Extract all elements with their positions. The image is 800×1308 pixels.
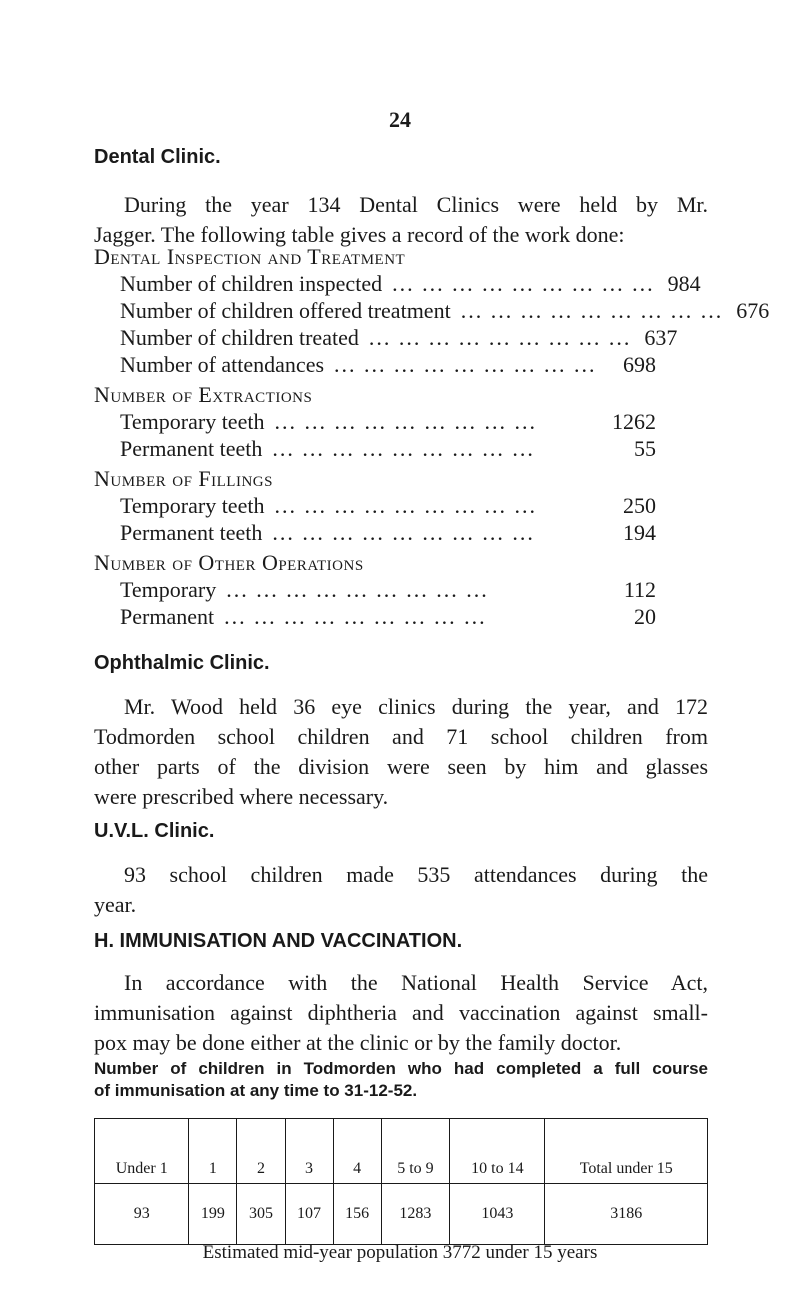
immunisation-table-caption [94, 1000, 708, 1100]
table-cell: 305 [237, 1184, 285, 1245]
row-value: 250 [623, 493, 656, 518]
row-value: 637 [644, 325, 678, 350]
table-row [95, 1184, 708, 1245]
ophthalmic-line-1: Mr. Wood held 36 eye clinics during the year, and 172 [124, 694, 708, 719]
table-cell: 1283 [381, 1184, 450, 1245]
row-value: 55 [634, 436, 656, 461]
row-label: Permanent [120, 604, 215, 629]
row-leader-dots: ... ... ... ... ... ... ... ... ... [272, 436, 535, 461]
table-row [120, 492, 656, 520]
column-header: 5 to 9 [381, 1119, 450, 1184]
row-leader-dots: ... ... ... ... ... ... ... ... ... [272, 520, 535, 545]
table-cell: 93 [95, 1184, 189, 1245]
dental-clinic-heading: Dental Clinic. [94, 146, 221, 168]
immunisation-line-3: pox may be done either at the clinic or by the family doctor. [94, 1030, 622, 1055]
dental-intro-line-1: During the year 134 Dental Clinics were held by Mr. [124, 192, 708, 217]
caption-line-2: of immunisation at any time to 31-12-52. [94, 1081, 418, 1100]
row-label: Temporary teeth [120, 409, 265, 434]
section-title-inspection: Dental Inspection and Treatment [94, 244, 406, 269]
row-leader-dots: ... ... ... ... ... ... ... ... ... [334, 352, 597, 377]
row-value: 676 [736, 298, 770, 323]
column-header: 3 [285, 1119, 333, 1184]
table-cell: 156 [333, 1184, 381, 1245]
table-header-row [95, 1119, 708, 1184]
population-footnote: Estimated mid-year population 3772 under 15 years [202, 1242, 598, 1263]
table-row [120, 603, 656, 631]
section-title-extractions: Number of Extractions [94, 382, 313, 407]
ophthalmic-line-2: Todmorden school children and 71 school children from [94, 724, 708, 749]
row-value: 984 [667, 271, 701, 296]
caption-line-1: Number of children in Todmorden who had completed a full course [94, 1059, 708, 1078]
table-row [120, 297, 770, 325]
column-header: 10 to 14 [450, 1119, 545, 1184]
column-header: Total under 15 [545, 1119, 708, 1184]
immunisation-table [94, 1118, 708, 1245]
immunisation-line-1: In accordance with the National Health Service Act, [124, 970, 708, 995]
ophthalmic-line-3: other parts of the division were seen by him and glasses [94, 754, 708, 779]
uvl-paragraph [94, 860, 708, 920]
row-label: Number of children inspected [120, 271, 383, 296]
table-row [120, 576, 656, 604]
table-row [120, 435, 656, 463]
row-label: Number of children treated [120, 325, 359, 350]
table-cell: 3186 [545, 1184, 708, 1245]
table-row [120, 519, 656, 547]
column-header: 2 [237, 1119, 285, 1184]
row-value: 194 [623, 520, 656, 545]
column-header: 4 [333, 1119, 381, 1184]
immunisation-line-2: immunisation against diphtheria and vaccination against small- [94, 1000, 708, 1025]
row-leader-dots: ... ... ... ... ... ... ... ... ... [392, 271, 655, 296]
row-value: 20 [634, 604, 656, 629]
table-row [120, 351, 656, 379]
uvl-line-1: 93 school children made 535 attendances during the [124, 862, 708, 887]
dental-intro-line-2: Jagger. The following table gives a record of the work done: [94, 222, 625, 247]
row-leader-dots: ... ... ... ... ... ... ... ... ... [274, 493, 537, 518]
section-title-other-operations: Number of Other Operations [94, 550, 364, 575]
table-row [120, 270, 701, 298]
table-row [120, 324, 678, 352]
row-leader-dots: ... ... ... ... ... ... ... ... ... [460, 298, 724, 323]
table-row [120, 408, 656, 436]
ophthalmic-paragraph [94, 692, 708, 812]
row-leader-dots: ... ... ... ... ... ... ... ... ... [368, 325, 632, 350]
row-label: Permanent teeth [120, 520, 263, 545]
section-title-fillings: Number of Fillings [94, 466, 273, 491]
ophthalmic-line-4: were prescribed where necessary. [94, 784, 389, 809]
row-label: Temporary teeth [120, 493, 265, 518]
row-label: Number of attendances [120, 352, 325, 377]
table-cell: 1043 [450, 1184, 545, 1245]
table-cell: 199 [189, 1184, 237, 1245]
immunisation-heading: H. IMMUNISATION AND VACCINATION. [94, 930, 463, 952]
column-header: Under 1 [95, 1119, 189, 1184]
row-leader-dots: ... ... ... ... ... ... ... ... ... [224, 604, 487, 629]
row-label: Permanent teeth [120, 436, 263, 461]
uvl-line-2: year. [94, 892, 137, 917]
row-leader-dots: ... ... ... ... ... ... ... ... ... [226, 577, 489, 602]
column-header: 1 [189, 1119, 237, 1184]
dental-intro-paragraph [94, 190, 708, 250]
page-number: 24 [389, 107, 411, 132]
ophthalmic-clinic-heading: Ophthalmic Clinic. [94, 652, 270, 674]
table-cell: 107 [285, 1184, 333, 1245]
row-value: 698 [623, 352, 656, 377]
uvl-clinic-heading: U.V.L. Clinic. [94, 820, 215, 842]
row-value: 112 [623, 577, 656, 602]
row-leader-dots: ... ... ... ... ... ... ... ... ... [274, 409, 537, 434]
row-label: Number of children offered treatment [120, 298, 451, 323]
row-label: Temporary [120, 577, 217, 602]
row-value: 1262 [612, 409, 656, 434]
